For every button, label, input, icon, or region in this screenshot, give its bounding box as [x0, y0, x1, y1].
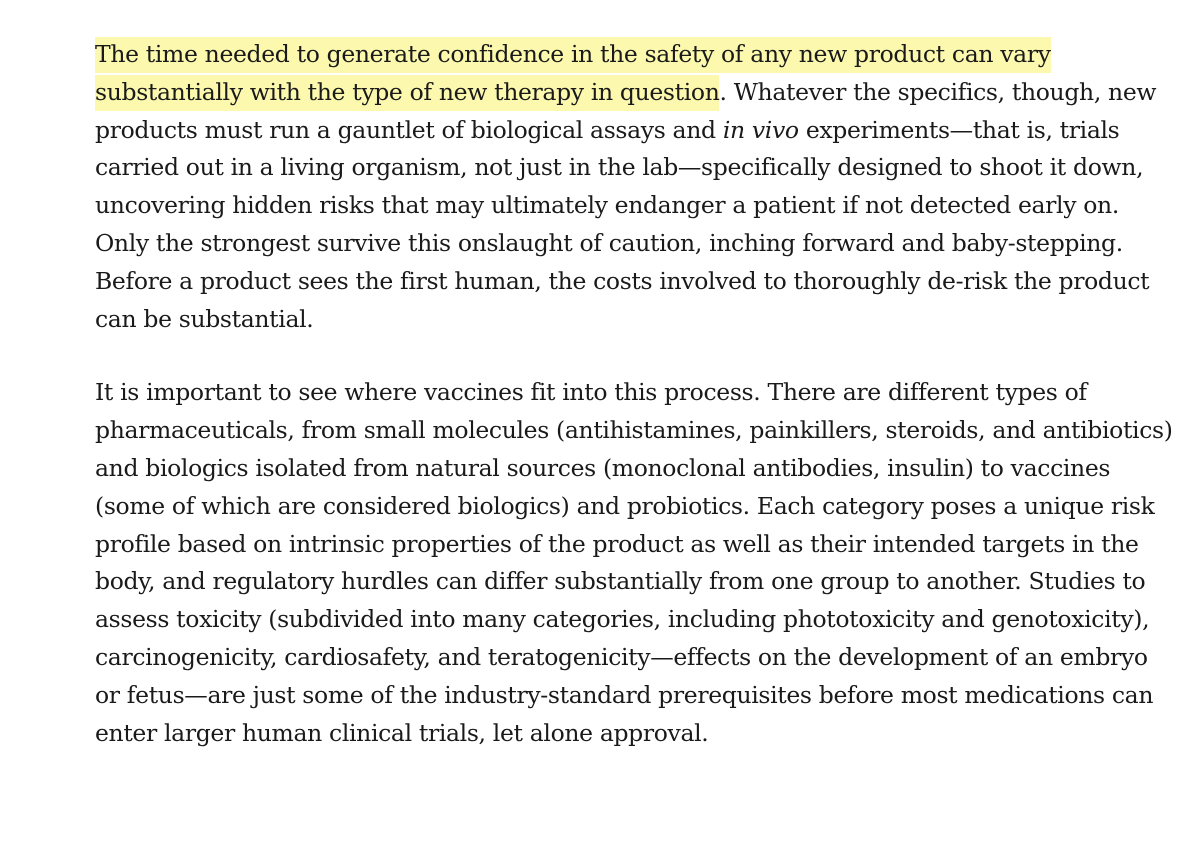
article-body: [95, 36, 1175, 752]
highlighted-text[interactable]: The time needed to generate confidence in the safety of any new product can vary substantially with the type of new therapy in question: [95, 37, 1051, 111]
paragraph-1-text-b: experiments—that is, trials carried out in a living organism, not just in the lab—specifically designed to shoot it down, uncovering hidden risks that may ultimately endanger a patient if not detected early on. Only the strongest survive this onslaught of caution, inching forward and baby-stepping. Before a product sees the first human, the costs involved to thoroughly de-risk the product can be substantial.: [95, 115, 1150, 333]
paragraph-2-text: It is important to see where vaccines fit into this process. There are different types of pharmaceuticals, from small molecules (antihistamines, painkillers, steroids, and antibiotics) and biologics isolated from natural sources (monoclonal antibodies, insulin) to vaccines (some of which are considered biologics) and probiotics. Each category poses a unique risk profile based on intrinsic properties of the product as well as their intended targets in the body, and regulatory hurdles can differ substantially from one group to another. Studies to assess toxicity (subdivided into many categories, including phototoxicity and genotoxicity), carcinogenicity, cardiosafety, and teratogenicity—effects on the development of an embryo or fetus—are just some of the industry-standard prerequisites before most medications can enter larger human clinical trials, let alone approval.: [95, 378, 1173, 747]
paragraph-1: [95, 36, 1175, 338]
italic-term: in vivo: [722, 115, 799, 144]
paragraph-1-text-a: . Whatever the specifics, though, new products must run a gauntlet of biological assays and: [95, 77, 1157, 144]
paragraph-2: [95, 374, 1175, 752]
